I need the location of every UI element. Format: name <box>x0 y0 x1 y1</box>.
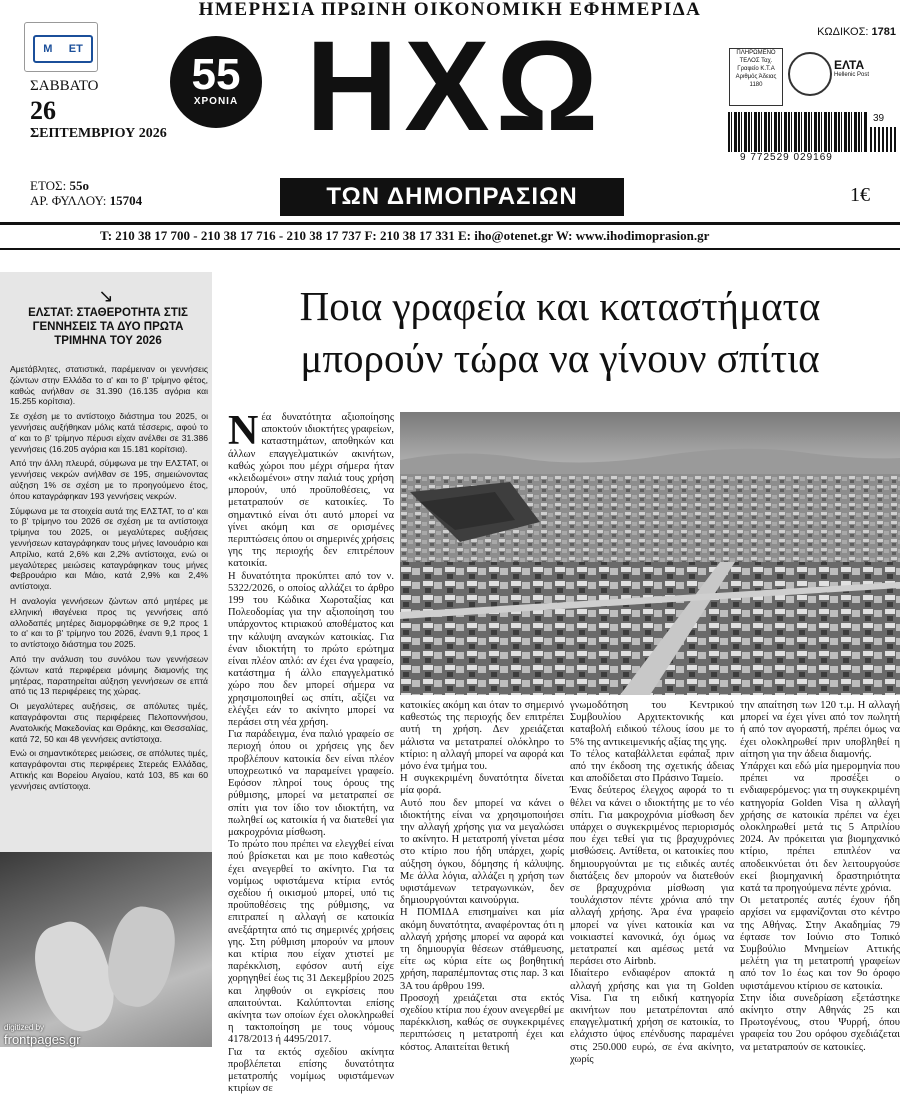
year-label: ΕΤΟΣ: <box>30 178 67 193</box>
issue-label: ΑΡ. ΦΥΛΛΟΥ: <box>30 193 107 208</box>
sidebar-paragraph: Σε σχέση με το αντίστοιχο διάστημα του 2025, οι γεννήσεις αυξήθηκαν μόλις κατά τέσσερις, αφού το α' και το β' τρίμηνο πέρυσι είχαν ανέλθει σε 31.386 γεννήσεις (16.205 αγόρια και 15.181 κορίτσια). <box>10 411 208 454</box>
article-paragraph: την απαίτηση των 120 τ.μ. Η αλλαγή μπορεί να έχει γίνει από τον πωλητή ή από τον αγοραστή, πρέπει όμως να έχει ολοκληρωθεί πριν υποβληθεί η αίτηση για την άδεια διαμονής. <box>740 700 900 760</box>
publisher-logo <box>24 22 98 72</box>
barcode-number: 9 772529 029169 <box>740 152 833 163</box>
sidebar-paragraph: Οι μεγαλύτερες αυξήσεις, σε απόλυτες τιμές, καταγράφονται στις περιφέρειες Πελοποννήσου, Ανατολικής Μακεδονίας και Θράκης, και Θεσσαλίας, κατά 72, 50 και 48 γεννήσεις αντίστοιχα. <box>10 701 208 744</box>
top-rule <box>0 222 900 225</box>
watermark-line-1: digitized by <box>4 1023 45 1032</box>
issue-value: 15704 <box>109 193 143 208</box>
elta-name: ΕΛΤΑ <box>834 58 865 72</box>
article-column-3 <box>570 700 734 1065</box>
anniversary-number: 55 <box>191 50 241 99</box>
article-paragraph: Η ΠΟΜΙΔΑ επισημαίνει και μία ακόμη δυνατότητα, αναφέροντας ότι η αλλαγή χρήσης μπορεί να αφορά και τη δημιουργία θέσεων στάθμευσης, είτε ως κύρια είτε ως βοηθητική χρήση, παραπέμποντας στις παρ. 3 και 3Α του άρθρου 199. <box>400 907 564 992</box>
postal-stamp-icon <box>788 52 832 96</box>
city-illustration <box>400 412 900 695</box>
watermark-line-2: frontpages.gr <box>4 1032 81 1047</box>
article-paragraph: έα δυνατότητα αξιοποίησης αποκτούν ιδιοκτήτες γραφείων, καταστημάτων, αποθηκών και άλλων επαγγελματικών ακινήτων, καθώς χώροι που μέχρι σήμερα ήταν «κλειδωμένοι» στην παλιά τους χρήση μπορούν, υπό προϋποθέσεις, να μετατραπούν σε κατοικίες. Το σημαντικό είναι ότι αυτό μπορεί να γίνει ακόμη και σε ορισμένες περιπτώσεις όπου οι σημερινές χρήσεις γης της περιοχής δεν επιτρέπουν κατοικία. <box>228 412 394 570</box>
sidebar-paragraph: Η αναλογία γεννήσεων ζώντων από μητέρες με ελληνική ιθαγένεια προς τις γεννήσεις από αλλοδαπές μητέρες διαμορφώθηκε σε 9,2 προς 1 το α' και το β' τρίμηνο του 2026, έναντι 9,1 προς 1 το αντίστοιχο διάστημα του 2025. <box>10 595 208 650</box>
sidebar-paragraph: Αμετάβλητες, στατιστικά, παρέμειναν οι γεννήσεις ζώντων στην Ελλάδα το α' και το β' τρίμηνο φέτος, καθώς ανήλθαν σε 31.390 (16.135 αγόρια και 15.255 κορίτσια). <box>10 364 208 407</box>
article-paragraph: Αυτό που δεν μπορεί να κάνει ο ιδιοκτήτης είναι να χρησιμοποιήσει την αλλαγή χρήσης για να μεγαλώσει το ακίνητο. Η μετατροπή γίνεται μέσα στο κτίριο που ήδη υπάρχει, χωρίς αύξηση όγκου, δόμησης ή κάλυψης. Με άλλα λόγια, αλλάζει η χρήση των υφιστάμενων τετραγωνικών, δεν δημιουργούνται καινούργια. <box>400 797 564 907</box>
barcode-addon <box>870 127 896 152</box>
article-column-1 <box>228 408 394 1095</box>
book-icon <box>33 35 93 63</box>
anniversary-label: ΧΡΟΝΙΑ <box>193 96 239 107</box>
headline-line-1: Ποια γραφεία και καταστήματα <box>299 283 821 329</box>
issue-info <box>30 193 142 209</box>
postage-paid-box: ΠΛΗΡΩΜΕΝΟ ΤΕΛΟΣ Ταχ. Γραφείο Κ.Τ.Α Αριθμός Άδειας 1180 <box>729 48 783 106</box>
article-paragraph: κατοικίες ακόμη και όταν το σημερινό καθεστώς της περιοχής δεν επιτρέπει αυτή τη χρήση. Δεν χρειάζεται μάλιστα να μετατραπεί ολόκληρο το κτίριο: η αλλαγή μπορεί να αφορά και μόνο ένα τμήμα του. <box>400 700 564 773</box>
sidebar-box <box>0 272 212 1047</box>
date-day: ΣΑΒΒΑΤΟ <box>30 78 99 94</box>
article-column-2 <box>400 700 564 1053</box>
article-paragraph: γνωμοδότηση του Κεντρικού Συμβουλίου Αρχιτεκτονικής και καταβολή ειδικού τέλους ίσου με το 5% της αντικειμενικής αξίας της γης. <box>570 700 734 748</box>
barcode-suffix: 39 <box>873 113 885 124</box>
sidebar-body <box>10 364 208 791</box>
baby-feet-photo <box>0 852 212 1047</box>
article-paragraph: Η δυνατότητα προκύπτει από τον ν. 5322/2026, ο οποίος αλλάζει το άρθρο 199 του Κώδικα Χωροταξίας και Πολεοδομίας για την αξιοποίηση του υπάρχοντος κτιριακού αποθέματος και την κάλυψη αναγκών κατοικίας. Για έναν ιδιοκτήτη το πρώτο ερώτημα είναι πλέον απλό: αν έχει ένα γραφείο, κατάστημα ή άλλο επαγγελματικό χώρο που δεν μπορεί σήμερα να χρησιμοποιηθεί ως σπίτι, αξίζει να ελέγξει εάν το ακίνητο μπορεί να περάσει στη νέα χρήση. <box>228 570 394 729</box>
article-paragraph: Οι μετατροπές αυτές έχουν ήδη αρχίσει να εμφανίζονται στο κέντρο της Αθήνας. Στην Ακαδημίας 79 έφτασε τον Ιούνιο στο Τοπικό Συμβούλιο Μνημείων Αττικής μελέτη για τη μετατροπή γραφείων από τον 1ο έως και τον 9ο όροφο υφιστάμενου κτίριου σε κατοικία. <box>740 895 900 992</box>
anniversary-badge <box>170 36 262 128</box>
main-headline <box>220 280 900 384</box>
code-info <box>760 26 896 38</box>
article-paragraph: Η συγκεκριμένη δυνατότητα δίνεται μία φορά. <box>400 773 564 797</box>
bottom-rule <box>0 248 900 250</box>
code-label: ΚΩΔΙΚΟΣ: <box>817 26 869 38</box>
year-value: 55ο <box>69 178 89 193</box>
newspaper-title: ΗΧΩ <box>305 15 605 158</box>
article-paragraph: Το τέλος καταβάλλεται εφάπαξ πριν από την έκδοση της σχετικής άδειας και αποδίδεται στο Πράσινο Ταμείο. <box>570 748 734 785</box>
sidebar-paragraph: Από την ανάλυση του συνόλου των γεννήσεων ζώντων κατά περιφέρεια μόνιμης διαμονής της μητέρας, παρατηρείται αύξηση γεννήσεων σε επτά από τις 13 περιφέρειες της χώρας. <box>10 653 208 697</box>
watermark <box>4 1024 81 1047</box>
sidebar-paragraph: Από την άλλη πλευρά, σύμφωνα με την ΕΛΣΤΑΤ, οι γεννήσεις νεκρών ανήλθαν σε 195, σημειώνοντας αύξηση 1% σε σχέση με το προηγούμενο έτος, όπου καταγράφηκαν 193 γεννήσεις νεκρών. <box>10 458 208 501</box>
elta-sub: Hellenic Post <box>834 72 870 78</box>
newspaper-subtitle: ΤΩΝ ΔΗΜΟΠΡΑΣΙΩΝ <box>280 178 624 216</box>
arrow-down-right-icon: ↘ <box>98 286 114 307</box>
article-paragraph: Στην ίδια συνεδρίαση εξετάστηκε ακίνητο στην Αθηνάς 25 και Πρωτογένους, στου Ψυρρή, όπου γραφεία του 2ου ορόφου σχεδιάζεται να μετατραπούν σε κατοικίες. <box>740 992 900 1053</box>
article-paragraph: Ένας δεύτερος έλεγχος αφορά το τι θέλει να κάνει ο ιδιοκτήτης με το νέο σπίτι. Για μακροχρόνια μίσθωση δεν υπάρχει ο συγκεκριμένος περιορισμός που έχει τεθεί για τις βραχυχρόνιες μισθώσεις. Αντίθετα, οι κατοικίες που δημιουργούνται με τις ειδικές αυτές διατάξεις δεν μπορούν να διατεθούν σε βραχυχρόνια μίσθωση για τουλάχιστον πέντε χρόνια από την αλλαγή χρήσης. Άρα ένα γραφείο μπορεί να γίνει κατοικία και να νοικιαστεί κανονικά, όχι όμως να μετατραπεί και αμέσως μετά να περάσει στο Airbnb. <box>570 785 734 968</box>
tagline: ΗΜΕΡΗΣΙΑ ΠΡΩΙΝΗ ΟΙΚΟΝΟΜΙΚΗ ΕΦΗΜΕΡΙΔΑ <box>198 0 702 20</box>
article-paragraph: Το πρώτο που πρέπει να ελεγχθεί είναι πού βρίσκεται και με ποιο καθεστώς έχει ανεγερθεί το ακίνητο. Για τα νομίμως υφιστάμενα κτίρια εντός σχεδίου ή οικισμού μπορεί, υπό τις προϋποθέσεις της ρύθμισης, να επιτραπεί η αλλαγή σε κατοικία ανεξάρτητα από τις σημερινές χρήσεις γης. Στη ρύθμιση μπορούν να μπουν και κτίρια που είχαν χτιστεί με παρέκκλιση, εφόσον αυτή είχε χορηγηθεί έως τις 31 Δεκεμβρίου 2025 και ληφθούν οι εγκρίσεις που απαιτούνται. Καλύπτονται επίσης ακίνητα των οποίων έχει ολοκληρωθεί η τακτοποίηση με τους νόμους 4178/2013 ή 4495/2017. <box>228 839 394 1046</box>
article-paragraph: Υπάρχει και εδώ μία ημερομηνία που πρέπει να προσέξει ο ενδιαφερόμενος: για τη συγκεκριμένη κατηγορία Golden Visa η αλλαγή χρήσης σε κατοικία πρέπει να έχει ολοκληρωθεί μετά τις 5 Απριλίου 2024. Αν πρόκειται για βιομηχανικό κτίριο, πρέπει επιπλέον να αποδεικνύεται ότι δεν λειτουργούσε εκεί βιομηχανική δραστηριότητα κατά τα προηγούμενα πέντε χρόνια. <box>740 761 900 895</box>
contact-line: T: 210 38 17 700 - 210 38 17 716 - 210 38 17 737 F: 210 38 17 331 E: iho@otenet.gr W: www.ihodimoprasion.gr <box>100 228 710 243</box>
barcode <box>728 112 868 152</box>
date-number: 26 <box>30 96 56 125</box>
article-column-4 <box>740 700 900 1053</box>
logo-letter-et: ΕΤ <box>68 43 83 55</box>
date-month: ΣΕΠΤΕΜΒΡΙΟΥ 2026 <box>30 126 167 141</box>
article-paragraph: Προσοχή χρειάζεται στα εκτός σχεδίου κτίρια που έχουν ανεγερθεί με παρέκκλιση, καθώς σε συγκεκριμένες περιπτώσεις η μετατροπή έχει και κόστος. Απαιτείται θετική <box>400 992 564 1053</box>
article-paragraph: Για τα εκτός σχεδίου ακίνητα προβλέπεται επίσης δυνατότητα μετατροπής νομίμως υφιστάμενων κτιρίων σε <box>228 1046 394 1095</box>
article-paragraph: Ιδιαίτερο ενδιαφέρον αποκτά η αλλαγή χρήσης και για τη Golden Visa. Για τη ειδική κατηγορία ακινήτων που μετατρέπονται από επαγγελματική χρήση σε κατοικία, το ελάχιστο ύψος επένδυσης παραμένει στις 250.000 ευρώ, σε ένα ακίνητο, χωρίς <box>570 968 734 1065</box>
logo-letter-m: Μ <box>43 43 53 55</box>
price: 1€ <box>850 184 870 206</box>
sidebar-headline: ΕΛΣΤΑΤ: ΣΤΑΘΕΡΟΤΗΤΑ ΣΤΙΣ ΓΕΝΝΗΣΕΙΣ ΤΑ ΔΥΟ ΠΡΩΤΑ ΤΡΙΜΗΝΑ ΤΟΥ 2026 <box>28 307 188 347</box>
elta-logo <box>834 58 900 78</box>
year-info <box>30 178 89 194</box>
drop-cap: Ν <box>228 408 259 454</box>
code-value: 1781 <box>871 26 896 38</box>
headline-line-2: μπορούν τώρα να γίνουν σπίτια <box>300 335 820 381</box>
article-paragraph: Για παράδειγμα, ένα παλιό γραφείο σε περιοχή όπου οι χρήσεις γης δεν προβλέπουν κατοικία δεν είναι πλέον υποχρεωτικό να παραμείνει γραφείο. Εφόσον πληροί τους όρους της ρύθμισης, μπορεί να μετατραπεί σε σπίτι για τον ίδιο τον ιδιοκτήτη, να πωληθεί ως κατοικία ή να διατεθεί για μακροχρόνια μίσθωση. <box>228 729 394 838</box>
sidebar-paragraph: Ενώ οι σημαντικότερες μειώσεις, σε απόλυτες τιμές, καταγράφονται στις περιφέρειες Στερεάς Ελλάδας, Αττικής και Βορείου Αιγαίου, κατά 103, 85 και 60 γεννήσεις αντίστοιχα. <box>10 748 208 791</box>
sidebar-paragraph: Σύμφωνα με τα στοιχεία αυτά της ΕΛΣΤΑΤ, το α' και το β' τρίμηνο του 2026 σε σχέση με τα αντίστοιχα τρίμηνα του 2025, οι μεγαλύτερες αυξήσεις γεννήσεων καταγράφηκαν τους μήνες Ιανουάριο και Απρίλιο, κατά 2,6% και 2,2% αντίστοιχα, ενώ οι μεγαλύτερες μειώσεις καταγράφηκαν τους μήνες Φεβρουάριο και Μάιο, κατά 2,9% και 2,4% αντίστοιχα. <box>10 505 208 592</box>
city-aerial-photo <box>400 412 900 695</box>
